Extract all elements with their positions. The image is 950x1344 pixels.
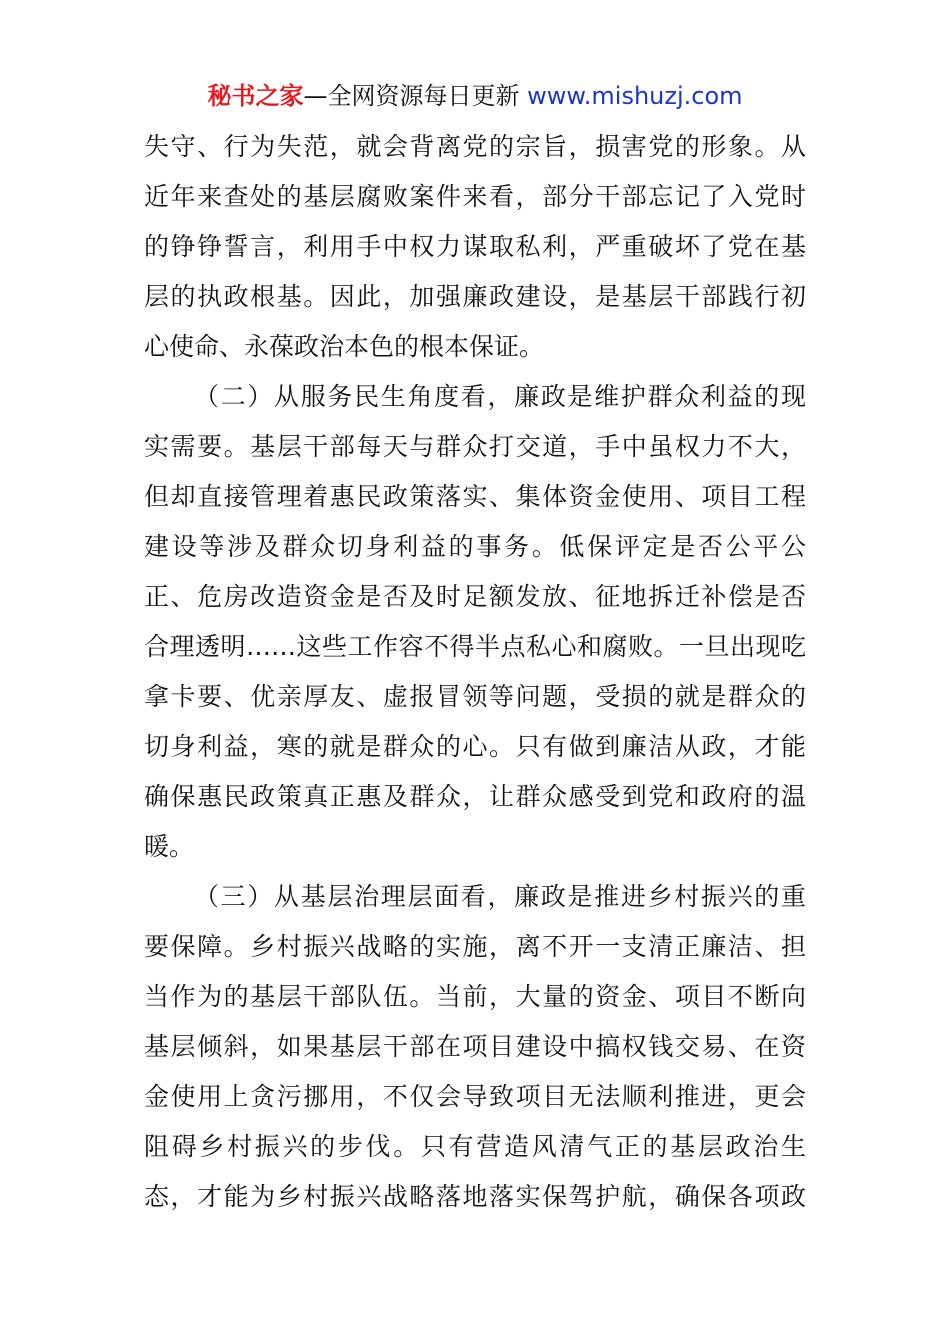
text-line: 拿卡要、优亲厚友、虚报冒领等问题，受损的就是群众的 xyxy=(144,682,806,711)
text-line: 确保惠民政策真正惠及群众，让群众感受到党和政府的温 xyxy=(144,782,806,811)
text-line: 建设等涉及群众切身利益的事务。低保评定是否公平公 xyxy=(144,532,806,561)
paragraph-first-line: （二）从服务民生角度看，廉政是维护群众利益的现 xyxy=(194,382,806,411)
text-line: 层的执政根基。因此，加强廉政建设，是基层干部践行初 xyxy=(144,282,806,311)
text-line: 基层倾斜，如果基层干部在项目建设中搞权钱交易、在资 xyxy=(144,1032,806,1061)
text-line: 当作为的基层干部队伍。当前，大量的资金、项目不断向 xyxy=(144,982,806,1011)
text-line: 阻碍乡村振兴的步伐。只有营造风清气正的基层政治生 xyxy=(144,1132,806,1161)
text-line: 要保障。乡村振兴战略的实施，离不开一支清正廉洁、担 xyxy=(144,932,806,961)
text-line: 近年来查处的基层腐败案件来看，部分干部忘记了入党时 xyxy=(144,182,806,211)
site-header xyxy=(0,80,950,112)
text-line: 金使用上贪污挪用，不仅会导致项目无法顺利推进，更会 xyxy=(144,1082,806,1111)
text-line: 但却直接管理着惠民政策落实、集体资金使用、项目工程 xyxy=(144,482,806,511)
site-brand: 秘书之家 xyxy=(207,82,304,110)
text-line: 合理透明……这些工作容不得半点私心和腐败。一旦出现吃 xyxy=(144,632,806,661)
text-line: 切身利益，寒的就是群众的心。只有做到廉洁从政，才能 xyxy=(144,732,806,761)
site-url[interactable]: www.mishuzj.com xyxy=(527,82,743,110)
text-line: 失守、行为失范，就会背离党的宗旨，损害党的形象。从 xyxy=(144,132,806,161)
text-line: 心使命、永葆政治本色的根本保证。 xyxy=(144,332,545,361)
text-line: 实需要。基层干部每天与群众打交道，手中虽权力不大， xyxy=(144,432,806,461)
document-body xyxy=(144,122,806,1222)
paragraph-first-line: （三）从基层治理层面看，廉政是推进乡村振兴的重 xyxy=(194,882,806,911)
text-line: 正、危房改造资金是否及时足额发放、征地拆迁补偿是否 xyxy=(144,582,806,611)
text-line: 暖。 xyxy=(144,832,195,861)
text-line: 的铮铮誓言，利用手中权力谋取私利，严重破坏了党在基 xyxy=(144,232,806,261)
text-line: 态，才能为乡村振兴战略落地落实保驾护航，确保各项政 xyxy=(144,1182,806,1211)
site-tagline: —全网资源每日更新 xyxy=(303,82,528,110)
